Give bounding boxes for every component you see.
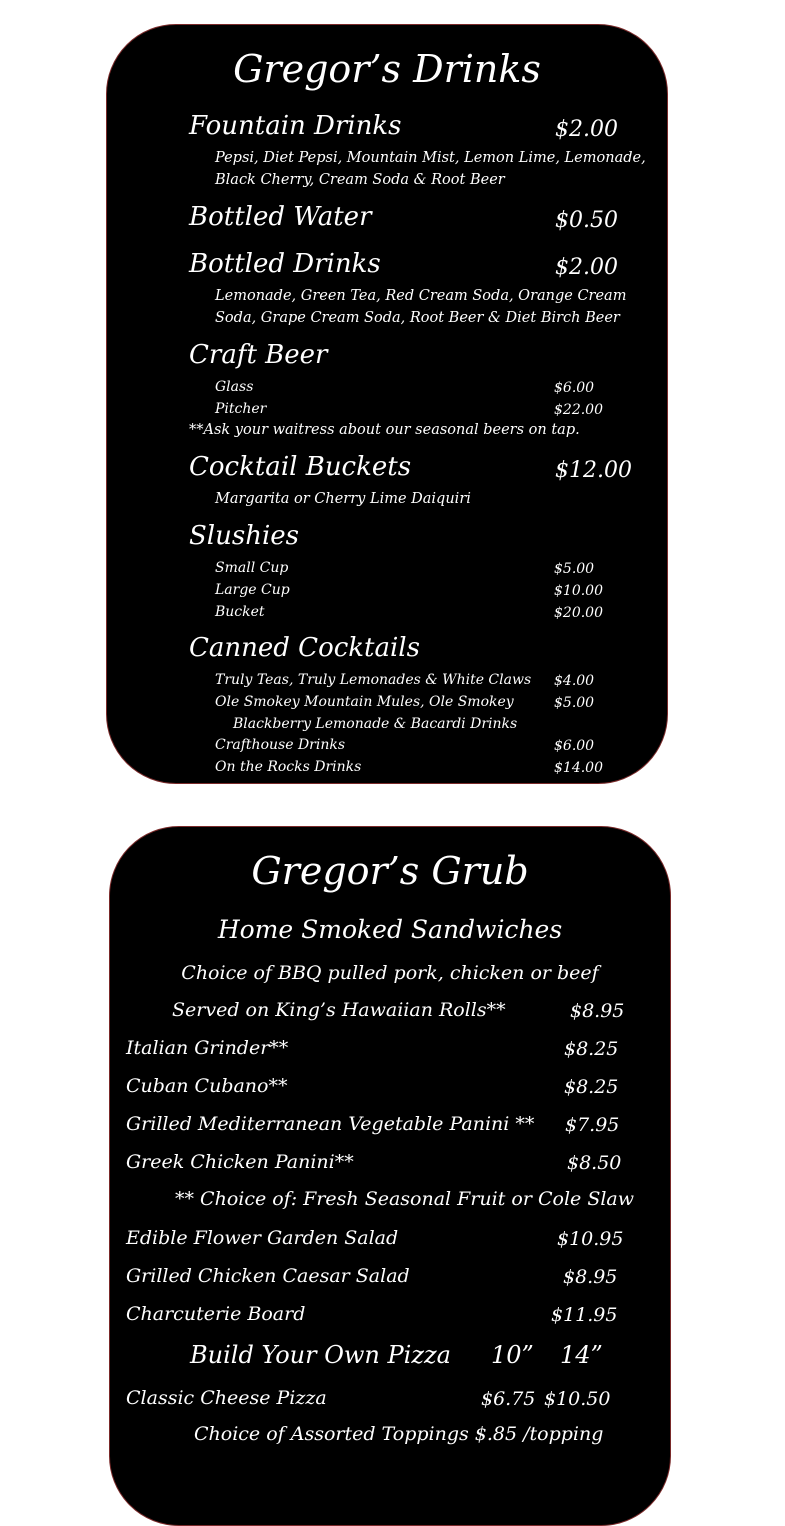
slushies-item-price: $10.00 <box>554 583 603 599</box>
grub-item-price: $8.25 <box>564 1076 619 1098</box>
grub-item-name: Grilled Mediterranean Vegetable Panini ** <box>126 1113 535 1135</box>
pizza-toppings-line: Choice of Assorted Toppings $.85 /topping <box>194 1423 604 1445</box>
slushies-item-label: Large Cup <box>215 582 290 598</box>
cheese-pizza-large-price: $10.50 <box>544 1388 611 1410</box>
cocktail-buckets-price: $12.00 <box>555 458 632 483</box>
bottled-drinks-price: $2.00 <box>555 255 618 280</box>
drinks-title: Gregor’s Drinks <box>233 47 541 91</box>
grub-title: Gregor’s Grub <box>251 849 529 893</box>
cocktail-buckets-name: Cocktail Buckets <box>189 452 412 482</box>
pizza-size-small: 10” <box>491 1341 534 1369</box>
craft-beer-item-label: Glass <box>215 379 254 395</box>
canned-item-label: On the Rocks Drinks <box>215 759 362 775</box>
fountain-drinks-desc-2: Black Cherry, Cream Soda & Root Beer <box>215 172 505 188</box>
slushies-item-label: Bucket <box>215 604 265 620</box>
salad-name: Grilled Chicken Caesar Salad <box>126 1265 410 1287</box>
craft-beer-note: **Ask your waitress about our seasonal beers on tap. <box>189 422 580 438</box>
bottled-drinks-desc-1: Lemonade, Green Tea, Red Cream Soda, Orange Cream <box>215 288 627 304</box>
salad-price: $10.95 <box>557 1228 624 1250</box>
salad-price: $11.95 <box>551 1304 618 1326</box>
slushies-name: Slushies <box>189 521 300 551</box>
sides-note: ** Choice of: Fresh Seasonal Fruit or Cole Slaw <box>175 1188 634 1210</box>
served-line: Served on King’s Hawaiian Rolls** <box>172 999 506 1021</box>
fountain-drinks-name: Fountain Drinks <box>189 111 402 141</box>
cocktail-buckets-desc: Margarita or Cherry Lime Daiquiri <box>215 491 471 507</box>
grub-item-name: Italian Grinder** <box>126 1037 289 1059</box>
sandwiches-heading: Home Smoked Sandwiches <box>217 915 563 944</box>
canned-item-price: $4.00 <box>554 673 595 689</box>
bottled-water-name: Bottled Water <box>189 202 372 232</box>
grub-item-price: $7.95 <box>565 1114 620 1136</box>
canned-item-price: $6.00 <box>554 738 595 754</box>
canned-item-price: $5.00 <box>554 695 595 711</box>
salad-price: $8.95 <box>563 1266 618 1288</box>
fountain-drinks-price: $2.00 <box>555 117 618 142</box>
canned-item-label: Ole Smokey Mountain Mules, Ole Smokey <box>215 694 514 710</box>
pizza-size-large: 14” <box>560 1341 603 1369</box>
craft-beer-name: Craft Beer <box>189 340 328 370</box>
pizza-heading: Build Your Own Pizza <box>190 1341 451 1369</box>
craft-beer-item-label: Pitcher <box>215 401 267 417</box>
grub-item-name: Greek Chicken Panini** <box>126 1151 354 1173</box>
grub-menu-panel <box>109 826 671 1526</box>
bottled-drinks-name: Bottled Drinks <box>189 249 381 279</box>
craft-beer-item-price: $6.00 <box>554 380 595 396</box>
salad-name: Charcuterie Board <box>126 1303 306 1325</box>
cheese-pizza-small-price: $6.75 <box>481 1388 536 1410</box>
grub-item-price: $8.25 <box>564 1038 619 1060</box>
bottled-water-price: $0.50 <box>555 208 618 233</box>
salad-name: Edible Flower Garden Salad <box>126 1227 399 1249</box>
drinks-menu-panel <box>106 24 668 784</box>
slushies-item-label: Small Cup <box>215 560 289 576</box>
slushies-item-price: $5.00 <box>554 561 595 577</box>
canned-item-label: Crafthouse Drinks <box>215 737 346 753</box>
slushies-item-price: $20.00 <box>554 605 603 621</box>
fountain-drinks-desc-1: Pepsi, Diet Pepsi, Mountain Mist, Lemon Lime, Lemonade, <box>215 150 646 166</box>
canned-item-price: $14.00 <box>554 760 603 776</box>
grub-item-name: Cuban Cubano** <box>126 1075 288 1097</box>
sandwich-choice-line: Choice of BBQ pulled pork, chicken or beef <box>181 962 599 984</box>
grub-item-price: $8.50 <box>567 1152 622 1174</box>
canned-item-label: Blackberry Lemonade & Bacardi Drinks <box>233 716 518 732</box>
bottled-drinks-desc-2: Soda, Grape Cream Soda, Root Beer & Diet Birch Beer <box>215 310 620 326</box>
craft-beer-item-price: $22.00 <box>554 402 603 418</box>
cheese-pizza-name: Classic Cheese Pizza <box>126 1387 327 1409</box>
canned-cocktails-name: Canned Cocktails <box>189 633 420 663</box>
served-price: $8.95 <box>570 1000 625 1022</box>
canned-item-label: Truly Teas, Truly Lemonades & White Claws <box>215 672 532 688</box>
